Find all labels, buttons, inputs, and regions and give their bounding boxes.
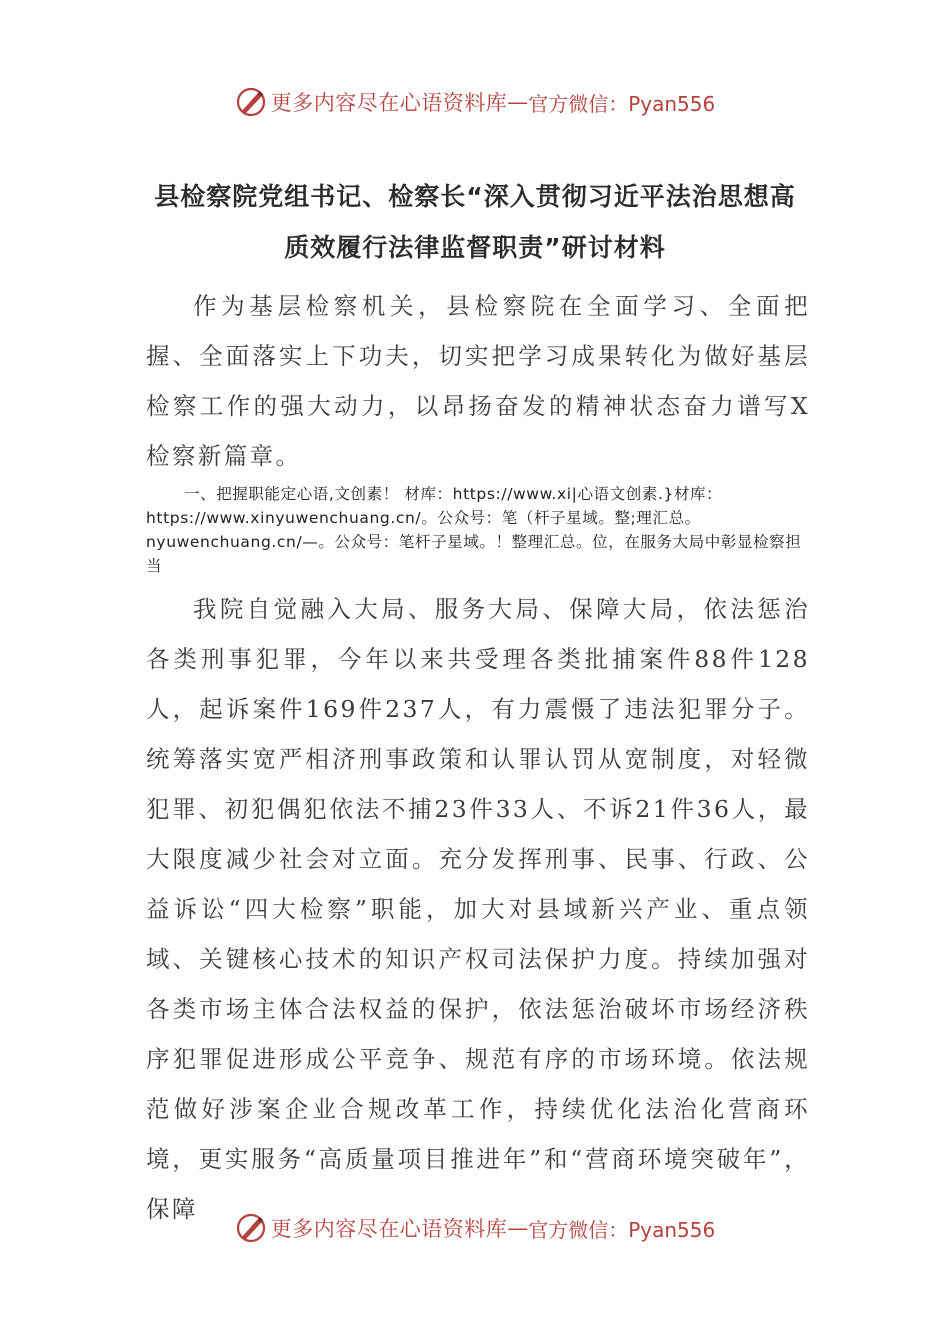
pen-logo-icon (235, 86, 267, 118)
banner-wechat: 官方微信：Pyan556 (528, 1217, 716, 1242)
footer-banner (0, 1208, 950, 1248)
body-paragraph: 我院自觉融入大局、服务大局、保障大局，依法惩治各类刑事犯罪，今年以来共受理各类批捕案件88件128人，起诉案件169件237人，有力震慑了违法犯罪分子。统筹落实宽严相济刑事政策和认罪认罚从宽制度，对轻微犯罪、初犯偶犯依法不捕23件33人、不诉21件36人，最大限度减少社会对立面。充分发挥刑事、民事、行政、公益诉讼“四大检察”职能，加大对县域新兴产业、重点领域、关键核心技术的知识产权司法保护力度。持续加强对各类市场主体合法权益的保护，依法惩治破坏市场经济秩序犯罪促进形成公平竞争、规范有序的市场环境。依法规范做好涉案企业合规改革工作，持续优化法治化营商环境，更实服务“高质量项目推进年”和“营商环境突破年”，保障 (146, 595, 810, 1223)
pen-logo-icon (235, 1212, 267, 1244)
banner-slogan: 更多内容尽在心语资料库 (270, 91, 508, 115)
document-title-line1: 县检察院党组书记、检察长“深入贯彻习近平法治思想高 (154, 182, 796, 211)
banner-dash: — (507, 1216, 529, 1240)
document-title-line2: 质效履行法律监督职责”研讨材料 (284, 233, 666, 262)
intro-paragraph: 作为基层检察机关，县检察院在全面学习、全面把握、全面落实上下功夫，切实把学习成果转化为做好基层检察工作的强大动力，以昂扬奋发的精神状态奋力谱写X检察新篇章。 (146, 292, 810, 470)
header-banner (0, 82, 950, 122)
banner-wechat: 官方微信：Pyan556 (528, 91, 716, 116)
section-heading: 一、把握职能定心语,文创素！ 材库：https://www.xi|心语文创素.}材库：https://www.xinyuwenchuang.cn/。公众号：笔（杆子星域。整;理汇总。nyuwenchuang.cn/—。公众号：笔杆子星域。！整理汇总。位，在服务大局中彰显检察担当 (146, 485, 802, 575)
banner-slogan: 更多内容尽在心语资料库 (270, 1217, 508, 1241)
banner-dash: — (507, 90, 529, 114)
